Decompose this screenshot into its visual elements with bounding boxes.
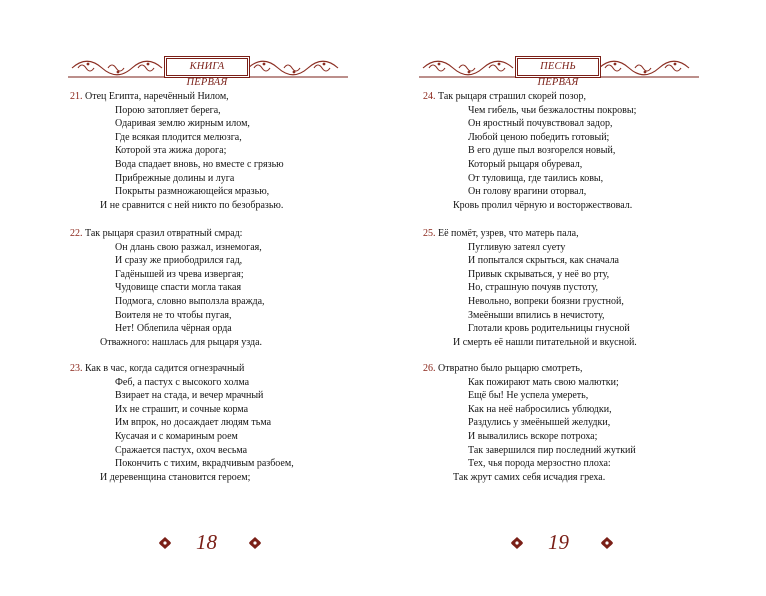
verse-text: Покончить с тихим, вкрадчивым разбоем, xyxy=(115,458,294,470)
verse-line xyxy=(423,254,637,268)
verse-line xyxy=(70,144,284,158)
verse-text: Их не страшит, и сочные корма xyxy=(115,403,249,415)
verse-line xyxy=(70,117,284,131)
page-footer xyxy=(158,530,268,554)
verse-line xyxy=(423,336,637,350)
stanza xyxy=(70,90,284,212)
verse-text: Но, страшную почуяв пустоту, xyxy=(468,282,598,294)
verse-line xyxy=(70,172,284,186)
verse-text: Прибрежные долины и луга xyxy=(115,172,235,184)
verse-text: Как пожирают мать свою малютки; xyxy=(468,376,619,388)
verse-text: Так завершился пир последний жуткий xyxy=(468,444,636,456)
verse-text: Подмога, словно выползла вражда, xyxy=(115,295,265,307)
stanza-number: 22. xyxy=(70,228,83,239)
page-number: 19 xyxy=(548,530,569,554)
verse-line xyxy=(70,131,284,145)
running-header xyxy=(68,56,348,88)
verse-line xyxy=(423,241,637,255)
verse-line xyxy=(70,309,265,323)
verse-line xyxy=(70,104,284,118)
fleuron-icon xyxy=(158,536,172,550)
verse-line xyxy=(423,416,636,430)
verse-line xyxy=(423,389,636,403)
verse-text: Взирает на стада, и вечер мрачный xyxy=(115,390,264,402)
stanza-number: 25. xyxy=(423,228,436,239)
verse-text: Отец Египта, наречённый Нилом, xyxy=(85,91,229,102)
verse-text: Любой ценою победить готовый; xyxy=(468,131,610,143)
verse-text: Где всякая плодится мелюзга, xyxy=(115,131,242,143)
verse-line xyxy=(70,430,294,444)
verse-text: Феб, а пастух с высокого холма xyxy=(115,376,250,388)
verse-line xyxy=(70,403,294,417)
verse-line xyxy=(70,322,265,336)
stanza-number: 21. xyxy=(70,91,83,102)
stanza xyxy=(423,90,636,212)
verse-line xyxy=(423,185,636,199)
stanza xyxy=(423,362,636,484)
verse-line xyxy=(70,362,294,376)
verse-text: И сразу же приободрился гад, xyxy=(115,255,243,267)
verse-line xyxy=(70,336,265,350)
verse-line xyxy=(423,403,636,417)
verse-line xyxy=(423,471,636,485)
verse-text: Чудовище спасти могла такая xyxy=(115,282,242,294)
verse-text: В его душе пыл возгорелся новый, xyxy=(468,145,616,157)
verse-text: Он яростный почувствовал задор, xyxy=(468,118,613,130)
verse-text: Гадёнышей из чрева извергая; xyxy=(115,268,244,280)
verse-text: Так жрут самих себя исчадия греха. xyxy=(453,471,606,483)
verse-text: Нет! Облепила чёрная орда xyxy=(115,323,232,335)
verse-text: Ещё бы! Не успела умереть, xyxy=(468,390,589,402)
stanza-number: 24. xyxy=(423,91,436,102)
verse-line xyxy=(70,185,284,199)
verse-text: Он длань свою разжал, изнемогая, xyxy=(115,241,262,253)
verse-text: Покрыты размножающейся мразью, xyxy=(115,186,270,198)
verse-text: Воителя не то чтобы пугая, xyxy=(115,309,232,321)
verse-text: Им впрок, но досаждает людям тьма xyxy=(115,417,272,429)
verse-line xyxy=(423,144,636,158)
verse-text: Змеёныши впились в нечистоту, xyxy=(468,309,605,321)
verse-text: И попытался скрыться, как сначала xyxy=(468,255,619,267)
verse-line xyxy=(423,158,636,172)
verse-text: Невольно, вопреки боязни грустной, xyxy=(468,295,624,307)
verse-text: Сражается пастух, охоч весьма xyxy=(115,444,248,456)
verse-line xyxy=(70,416,294,430)
verse-text: Кровь пролил чёрную и восторжествовал. xyxy=(453,199,633,211)
verse-line xyxy=(70,241,265,255)
verse-line xyxy=(70,199,284,213)
verse-text: Отвратно было рыцарю смотреть, xyxy=(438,363,583,374)
verse-text: Одаривая землю жирным илом, xyxy=(115,118,250,130)
verse-line xyxy=(423,444,636,458)
verse-line xyxy=(423,172,636,186)
verse-line xyxy=(423,376,636,390)
verse-line xyxy=(423,117,636,131)
verse-text: Которой эта жижа дорога; xyxy=(115,145,227,157)
fleuron-icon xyxy=(600,536,614,550)
stanza xyxy=(70,227,265,349)
verse-text: Который рыцаря обуревал, xyxy=(468,158,583,170)
verse-line xyxy=(70,281,265,295)
verse-line xyxy=(423,199,636,213)
verse-text: И деревенщина становится героем; xyxy=(100,471,251,483)
verse-line xyxy=(70,295,265,309)
verse-text: Глотали кровь родительницы гнусной xyxy=(468,323,630,335)
verse-line xyxy=(423,227,637,241)
verse-line xyxy=(423,430,636,444)
verse-line xyxy=(70,471,294,485)
verse-text: Раздулись у змеёнышей желудки, xyxy=(468,417,611,429)
verse-text: Отважного: нашлась для рыцаря узда. xyxy=(100,336,263,348)
stanza-number: 23. xyxy=(70,363,83,374)
verse-line xyxy=(423,90,636,104)
verse-line xyxy=(423,295,637,309)
verse-line xyxy=(70,376,294,390)
page-number: 18 xyxy=(196,530,217,554)
verse-line xyxy=(423,131,636,145)
header-title: ПЕСНЬ ПЕРВАЯ xyxy=(517,58,599,76)
verse-line xyxy=(423,322,637,336)
verse-text: Порою затопляет берега, xyxy=(115,104,221,116)
verse-line xyxy=(70,389,294,403)
running-header xyxy=(419,56,699,88)
verse-text: Привык скрываться, у неё во рту, xyxy=(468,268,610,280)
verse-line xyxy=(70,158,284,172)
verse-text: Так рыцаря сразил отвратный смрад: xyxy=(85,228,243,239)
verse-text: Кусачая и с комариным роем xyxy=(115,430,238,442)
right-page xyxy=(383,0,766,596)
verse-text: Тех, чья порода мерзостно плоха: xyxy=(468,458,611,470)
verse-line xyxy=(70,268,265,282)
verse-text: Её помёт, узрев, что матерь пала, xyxy=(438,228,579,239)
verse-line xyxy=(423,309,637,323)
verse-line xyxy=(423,457,636,471)
verse-line xyxy=(423,362,636,376)
verse-text: И смерть её нашли питательной и вкусной. xyxy=(453,336,637,348)
verse-text: Как на неё набросились ублюдки, xyxy=(468,403,612,415)
verse-line xyxy=(70,227,265,241)
verse-text: Как в час, когда садится огнезрачный xyxy=(85,363,245,374)
verse-text: И не сравнится с ней никто по безобразью. xyxy=(100,199,284,211)
fleuron-icon xyxy=(248,536,262,550)
stanza xyxy=(70,362,294,484)
verse-text: Вода спадает вновь, но вместе с грязью xyxy=(115,158,284,170)
verse-line xyxy=(70,444,294,458)
verse-text: Так рыцаря страшил скорей позор, xyxy=(438,91,586,102)
stanza-number: 26. xyxy=(423,363,436,374)
verse-line xyxy=(423,268,637,282)
verse-line xyxy=(423,104,636,118)
verse-text: Он голову врагини оторвал, xyxy=(468,186,587,198)
verse-text: Чем гибель, чьи безжалостны покровы; xyxy=(468,104,637,116)
verse-line xyxy=(423,281,637,295)
verse-line xyxy=(70,457,294,471)
page-footer xyxy=(510,530,620,554)
stanza xyxy=(423,227,637,349)
verse-line xyxy=(70,90,284,104)
fleuron-icon xyxy=(510,536,524,550)
header-title: КНИГА ПЕРВАЯ xyxy=(166,58,248,76)
verse-line xyxy=(70,254,265,268)
verse-text: От туловища, где таились ковы, xyxy=(468,172,604,184)
verse-text: Пугливую затеял суету xyxy=(468,241,566,253)
verse-text: И вывалились вскоре потроха; xyxy=(468,430,598,442)
